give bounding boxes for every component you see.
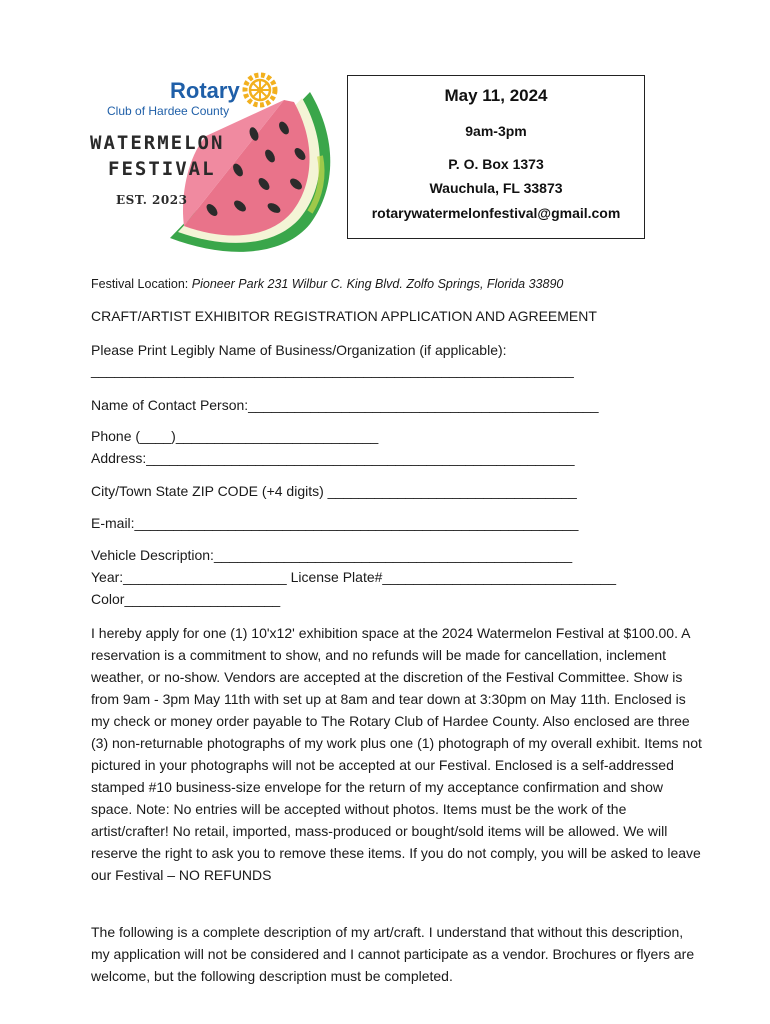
vehicle-color-field[interactable]: Color____________________ [91,591,281,607]
event-date: May 11, 2024 [444,86,548,105]
description-paragraph: The following is a complete description of my art/craft. I understand that without this description, my application will not be considered and I cannot participate as a vendor. Brochures or flyers are welcome, but the following description must be completed. [91,924,695,984]
year-license-plate-field[interactable]: Year:_____________________ License Plate#______________________________ [91,569,616,585]
agreement-paragraph: I hereby apply for one (1) 10'x12' exhibition space at the 2024 Watermelon Festival at $100.00. A reservation is a commitment to show, and no refunds will be made for cancellation, inclement weather, or no-show. Vendors are accepted at the discretion of the Festival Committee. Show is from 9am - 3pm May 11th with set up at 8am and tear down at 3:30pm on May 11th. Enclosed is my check or money order payable to The Rotary Club of Hardee County. Also enclosed are three (3) non-returnable photographs of my work plus one (1) photograph of my overall exhibit. Items not pictured in your photographs will not be accepted at our Festival. Enclosed is a self-addressed stamped #10 business-size envelope for the return of my acceptance confirmation and show space. Note: No entries will be accepted without photos. Items must be the work of the artist/crafter! No retail, imported, mass-produced or bought/sold items will be allowed. We will reserve the right to ask you to remove these items. If you do not comply, you will be asked to leave our Festival – NO REFUNDS [91,625,702,883]
vehicle-description-field[interactable]: Vehicle Description:______________________________________________ [91,547,573,563]
rotary-logo-text: Rotary [170,78,240,103]
address-field[interactable]: Address:_______________________________________________________ [91,450,575,466]
mailing-city: Wauchula, FL 33873 [429,180,563,196]
business-name-label: Please Print Legibly Name of Business/Organization (if applicable): [91,342,507,358]
event-time: 9am-3pm [465,123,527,139]
business-name-field[interactable]: ______________________________________________________________ [91,362,574,378]
festival-logo [88,66,348,266]
form-heading: CRAFT/ARTIST EXHIBITOR REGISTRATION APPLICATION AND AGREEMENT [91,308,597,324]
email-field[interactable]: E-mail:_________________________________________________________ [91,515,579,531]
po-box: P. O. Box 1373 [448,156,544,172]
festival-title-line1: WATERMELON [90,132,225,154]
event-info-box [347,75,645,239]
phone-field[interactable]: Phone (____)__________________________ [91,428,379,444]
contact-email: rotarywatermelonfestival@gmail.com [371,205,621,221]
festival-location-label: Festival Location: [91,277,192,291]
city-state-zip-field[interactable]: City/Town State ZIP CODE (+4 digits) ________________________________ [91,483,577,499]
contact-person-field[interactable]: Name of Contact Person:_____________________________________________ [91,397,599,413]
festival-location-value: Pioneer Park 231 Wilbur C. King Blvd. Zolfo Springs, Florida 33890 [191,277,564,291]
festival-location [91,277,563,291]
club-name: Club of Hardee County [107,104,230,118]
festival-title-line2: FESTIVAL [108,158,216,180]
rotary-wheel-icon [240,70,280,110]
established-year: EST. 2023 [116,193,188,207]
